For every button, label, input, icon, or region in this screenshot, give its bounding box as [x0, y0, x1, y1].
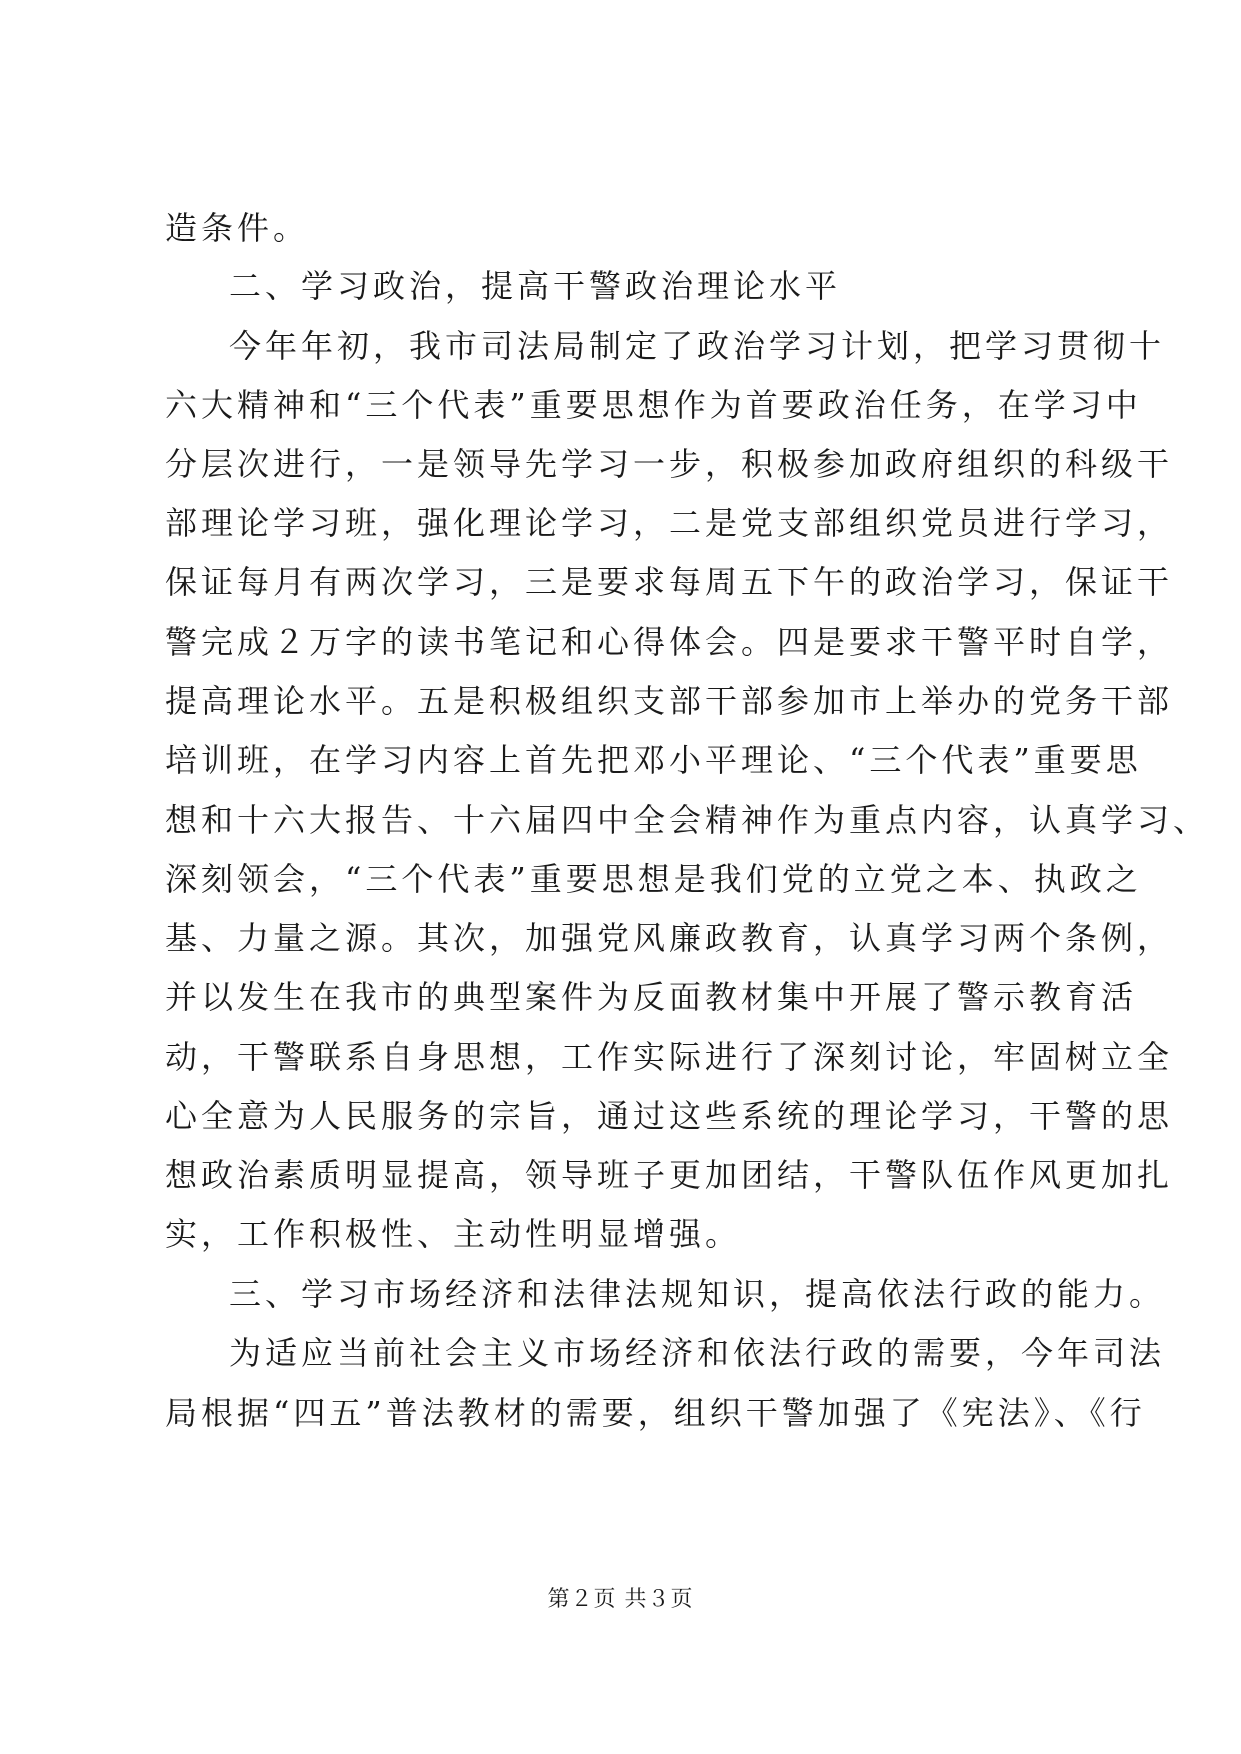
text-line: 想政治素质明显提高，领导班子更加团结，干警队伍作风更加扎: [165, 1156, 1174, 1194]
text-line: 实，工作积极性、主动性明显增强。: [165, 1215, 742, 1253]
text-line: 分层次进行，一是领导先学习一步，积极参加政府组织的科级干: [165, 445, 1174, 483]
text-line: 保证每月有两次学习，三是要求每周五下午的政治学习，保证干: [165, 563, 1174, 601]
text-line: 基、力量之源。其次，加强党风廉政教育，认真学习两个条例，: [165, 919, 1174, 957]
text-line: 警完成２万字的读书笔记和心得体会。四是要求干警平时自学，: [165, 623, 1174, 661]
text-line: 部理论学习班，强化理论学习，二是党支部组织党员进行学习，: [165, 504, 1174, 542]
text-line: 提高理论水平。五是积极组织支部干部参加市上举办的党务干部: [165, 682, 1174, 720]
text-line: 想和十六大报告、十六届四中全会精神作为重点内容，认真学习、: [165, 801, 1210, 839]
text-line: 为适应当前社会主义市场经济和依法行政的需要，今年司法: [229, 1334, 1166, 1372]
text-line: 并以发生在我市的典型案件为反面教材集中开展了警示教育活: [165, 978, 1138, 1016]
text-line: 培训班，在学习内容上首先把邓小平理论、“三个代表”重要思: [165, 741, 1142, 779]
text-line: 动，干警联系自身思想，工作实际进行了深刻讨论，牢固树立全: [165, 1038, 1174, 1076]
text-line: 造条件。: [165, 209, 310, 247]
text-line: 心全意为人民服务的宗旨，通过这些系统的理论学习，干警的思: [165, 1097, 1174, 1135]
text-line: 深刻领会，“三个代表”重要思想是我们党的立党之本、执政之: [165, 860, 1142, 898]
page-footer: 第２页 共３页: [547, 1587, 694, 1612]
section-heading: 三、学习市场经济和法律法规知识，提高依法行政的能力。: [229, 1275, 1166, 1313]
section-heading: 二、学习政治，提高干警政治理论水平: [229, 267, 842, 305]
text-line: 今年年初，我市司法局制定了政治学习计划，把学习贯彻十: [229, 327, 1166, 365]
text-line: 局根据“四五”普法教材的需要，组织干警加强了《宪法》、《行: [165, 1394, 1146, 1432]
text-line: 六大精神和“三个代表”重要思想作为首要政治任务，在学习中: [165, 386, 1142, 424]
